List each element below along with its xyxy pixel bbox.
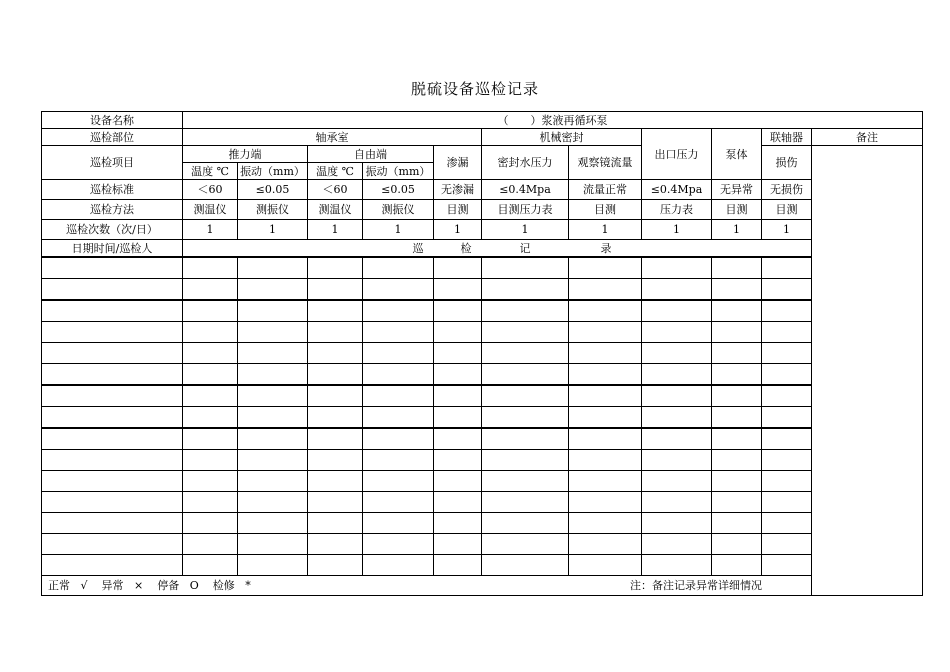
circle-icon: O (189, 579, 199, 592)
record-cell[interactable] (308, 385, 363, 407)
record-cell[interactable] (308, 471, 363, 492)
record-cell[interactable] (363, 322, 434, 343)
item-row-1 (42, 146, 923, 163)
record-cell[interactable] (482, 257, 569, 279)
record-cell[interactable] (712, 555, 762, 576)
record-cell[interactable] (762, 555, 812, 576)
standard-cell: ≤0.05 (363, 180, 434, 200)
notes-column[interactable] (812, 146, 923, 596)
record-char-2: 检 (434, 240, 482, 258)
record-cell[interactable] (762, 428, 812, 450)
cross-icon: × (134, 579, 144, 592)
record-cell[interactable] (642, 385, 712, 407)
outlet-pressure-header: 出口压力 (642, 129, 712, 180)
count-cell: 1 (308, 220, 363, 240)
record-label: 日期时间/巡检人 (42, 240, 183, 258)
count-cell: 1 (238, 220, 308, 240)
record-cell[interactable] (363, 492, 434, 513)
legend-standby-label: 停备 (157, 579, 180, 592)
record-cell[interactable] (308, 428, 363, 450)
record-cell[interactable] (308, 343, 363, 364)
record-cell[interactable] (482, 555, 569, 576)
method-cell: 目测压力表 (482, 200, 569, 220)
record-cell[interactable] (183, 428, 238, 450)
record-cell[interactable] (238, 450, 308, 471)
record-cell[interactable] (569, 343, 642, 364)
record-cell[interactable] (238, 364, 308, 386)
record-cell[interactable] (642, 322, 712, 343)
record-cell[interactable] (642, 513, 712, 534)
record-datetime-cell[interactable] (42, 300, 183, 322)
record-cell[interactable] (434, 555, 482, 576)
record-cell[interactable] (363, 513, 434, 534)
record-cell[interactable] (642, 534, 712, 555)
legend-normal-label: 正常 (48, 579, 70, 592)
record-cell[interactable] (308, 300, 363, 322)
count-cell: 1 (482, 220, 569, 240)
standard-cell: 无损伤 (762, 180, 812, 200)
record-cell[interactable] (238, 257, 308, 279)
record-datetime-cell[interactable] (42, 513, 183, 534)
record-cell[interactable] (238, 300, 308, 322)
record-datetime-cell[interactable] (42, 279, 183, 301)
record-row (42, 407, 923, 429)
part-label: 巡检部位 (42, 129, 183, 146)
count-cell: 1 (363, 220, 434, 240)
thrust-temp-header: 温度 ℃ (183, 163, 238, 180)
record-cell[interactable] (183, 471, 238, 492)
method-label: 巡检方法 (42, 200, 183, 220)
record-cell[interactable] (482, 428, 569, 450)
record-cell[interactable] (238, 279, 308, 301)
record-cell[interactable] (482, 300, 569, 322)
record-cell[interactable] (308, 450, 363, 471)
record-cell[interactable] (308, 555, 363, 576)
count-cell: 1 (434, 220, 482, 240)
record-cell[interactable] (238, 385, 308, 407)
record-cell[interactable] (434, 343, 482, 364)
equipment-row (42, 112, 923, 129)
record-cell[interactable] (642, 555, 712, 576)
damage-header: 损伤 (762, 146, 812, 180)
record-row (42, 492, 923, 513)
standard-cell: ≤0.4Mpa (642, 180, 712, 200)
record-cell[interactable] (308, 322, 363, 343)
count-row (42, 220, 923, 240)
record-cell[interactable] (712, 407, 762, 429)
count-cell: 1 (762, 220, 812, 240)
record-cell[interactable] (308, 513, 363, 534)
record-cell[interactable] (482, 534, 569, 555)
record-cell[interactable] (238, 513, 308, 534)
inspection-table (41, 111, 923, 596)
record-cell[interactable] (569, 300, 642, 322)
record-cell[interactable] (569, 492, 642, 513)
record-datetime-cell[interactable] (42, 364, 183, 386)
count-cell: 1 (642, 220, 712, 240)
sight-glass-flow-header: 观察镜流量 (569, 146, 642, 180)
record-char-4: 录 (569, 240, 812, 258)
record-cell[interactable] (434, 407, 482, 429)
record-cell[interactable] (482, 364, 569, 386)
free-vib-header: 振动（mm） (363, 163, 434, 180)
seal-water-pressure-header: 密封水压力 (482, 146, 569, 180)
record-cell[interactable] (183, 300, 238, 322)
standard-cell: ≤0.05 (238, 180, 308, 200)
record-row (42, 555, 923, 576)
record-cell[interactable] (762, 450, 812, 471)
record-cell[interactable] (642, 492, 712, 513)
record-cell[interactable] (363, 534, 434, 555)
record-cell[interactable] (482, 322, 569, 343)
record-cell[interactable] (569, 257, 642, 279)
record-cell[interactable] (762, 534, 812, 555)
record-row (42, 279, 923, 301)
record-row (42, 343, 923, 364)
part-row (42, 129, 923, 146)
record-cell[interactable] (482, 492, 569, 513)
record-cell[interactable] (642, 450, 712, 471)
equipment-label: 设备名称 (42, 112, 183, 129)
method-cell: 测温仪 (183, 200, 238, 220)
bearing-room-header: 轴承室 (183, 129, 482, 146)
record-cell[interactable] (482, 471, 569, 492)
record-cell[interactable] (183, 555, 238, 576)
record-row (42, 257, 923, 279)
method-cell: 目测 (569, 200, 642, 220)
record-cell[interactable] (712, 300, 762, 322)
record-cell[interactable] (363, 555, 434, 576)
record-cell[interactable] (642, 257, 712, 279)
thrust-vib-header: 振动（mm） (238, 163, 308, 180)
record-cell[interactable] (712, 471, 762, 492)
legend-note: 注：备注记录异常详细情况 (630, 579, 762, 592)
record-cell[interactable] (238, 428, 308, 450)
record-cell[interactable] (183, 343, 238, 364)
record-cell[interactable] (434, 322, 482, 343)
record-cell[interactable] (434, 428, 482, 450)
record-cell[interactable] (183, 407, 238, 429)
method-cell: 测振仪 (363, 200, 434, 220)
record-cell[interactable] (308, 364, 363, 386)
legend-abnormal-label: 异常 (101, 579, 124, 592)
record-cell[interactable] (308, 534, 363, 555)
record-cell[interactable] (434, 450, 482, 471)
item-label: 巡检项目 (42, 146, 183, 180)
record-cell[interactable] (183, 385, 238, 407)
record-datetime-cell[interactable] (42, 534, 183, 555)
record-cell[interactable] (712, 450, 762, 471)
method-cell: 压力表 (642, 200, 712, 220)
pump-body-header: 泵体 (712, 129, 762, 180)
method-cell: 目测 (762, 200, 812, 220)
standard-cell: 无渗漏 (434, 180, 482, 200)
record-cell[interactable] (183, 257, 238, 279)
record-cell[interactable] (434, 279, 482, 301)
record-cell[interactable] (434, 257, 482, 279)
record-row (42, 534, 923, 555)
record-cell[interactable] (569, 407, 642, 429)
legend-row (42, 576, 923, 596)
record-row (42, 450, 923, 471)
record-cell[interactable] (642, 279, 712, 301)
record-cell[interactable] (363, 471, 434, 492)
record-cell[interactable] (363, 450, 434, 471)
record-char-3: 记 (482, 240, 569, 258)
method-cell: 测振仪 (238, 200, 308, 220)
record-cell[interactable] (569, 322, 642, 343)
free-end-header: 自由端 (308, 146, 434, 163)
record-header-row (42, 240, 923, 258)
record-cell[interactable] (363, 407, 434, 429)
record-cell[interactable] (183, 322, 238, 343)
standard-cell: 流量正常 (569, 180, 642, 200)
standard-cell: ≤0.4Mpa (482, 180, 569, 200)
free-temp-header: 温度 ℃ (308, 163, 363, 180)
record-cell[interactable] (363, 257, 434, 279)
standard-cell: ＜60 (183, 180, 238, 200)
record-cell[interactable] (642, 364, 712, 386)
record-cell[interactable] (712, 428, 762, 450)
record-row (42, 322, 923, 343)
record-datetime-cell[interactable] (42, 450, 183, 471)
record-datetime-cell[interactable] (42, 471, 183, 492)
record-datetime-cell[interactable] (42, 322, 183, 343)
method-cell: 测温仪 (308, 200, 363, 220)
record-cell[interactable] (569, 364, 642, 386)
record-cell[interactable] (482, 450, 569, 471)
record-datetime-cell[interactable] (42, 385, 183, 407)
record-cell[interactable] (712, 322, 762, 343)
record-cell[interactable] (569, 555, 642, 576)
record-cell[interactable] (642, 428, 712, 450)
standard-row (42, 180, 923, 200)
record-char-1: 巡 (183, 240, 434, 258)
page-title: 脱硫设备巡检记录 (410, 80, 539, 98)
record-cell[interactable] (762, 343, 812, 364)
record-cell[interactable] (363, 343, 434, 364)
record-cell[interactable] (482, 407, 569, 429)
record-row (42, 385, 923, 407)
record-cell[interactable] (712, 279, 762, 301)
record-cell[interactable] (363, 279, 434, 301)
legend (42, 576, 923, 596)
record-cell[interactable] (569, 279, 642, 301)
record-datetime-cell[interactable] (42, 407, 183, 429)
method-row (42, 200, 923, 220)
asterisk-icon: * (245, 579, 251, 592)
record-cell[interactable] (482, 513, 569, 534)
record-cell[interactable] (434, 300, 482, 322)
record-cell[interactable] (569, 534, 642, 555)
record-cell[interactable] (762, 257, 812, 279)
record-cell[interactable] (712, 385, 762, 407)
record-cell[interactable] (183, 492, 238, 513)
record-datetime-cell[interactable] (42, 257, 183, 279)
record-cell[interactable] (434, 385, 482, 407)
record-cell[interactable] (482, 385, 569, 407)
record-cell[interactable] (238, 343, 308, 364)
record-cell[interactable] (238, 492, 308, 513)
checkmark-icon: √ (80, 579, 88, 592)
record-cell[interactable] (642, 343, 712, 364)
record-datetime-cell[interactable] (42, 492, 183, 513)
record-cell[interactable] (434, 364, 482, 386)
record-cell[interactable] (434, 492, 482, 513)
record-row (42, 428, 923, 450)
record-cell[interactable] (712, 534, 762, 555)
record-row (42, 300, 923, 322)
record-cell[interactable] (238, 322, 308, 343)
legend-repair-label: 检修 (212, 579, 235, 592)
record-cell[interactable] (712, 492, 762, 513)
record-cell[interactable] (183, 450, 238, 471)
record-cell[interactable] (642, 471, 712, 492)
record-row (42, 513, 923, 534)
record-cell[interactable] (363, 300, 434, 322)
record-datetime-cell[interactable] (42, 343, 183, 364)
record-cell[interactable] (434, 471, 482, 492)
record-cell[interactable] (762, 492, 812, 513)
count-cell: 1 (569, 220, 642, 240)
record-cell[interactable] (569, 471, 642, 492)
record-cell[interactable] (762, 385, 812, 407)
record-cell[interactable] (238, 534, 308, 555)
standard-label: 巡检标准 (42, 180, 183, 200)
record-cell[interactable] (183, 279, 238, 301)
record-datetime-cell[interactable] (42, 555, 183, 576)
record-cell[interactable] (363, 385, 434, 407)
record-cell[interactable] (642, 300, 712, 322)
record-cell[interactable] (569, 450, 642, 471)
mech-seal-header: 机械密封 (482, 129, 642, 146)
leak-header: 渗漏 (434, 146, 482, 180)
record-cell[interactable] (642, 407, 712, 429)
record-cell[interactable] (569, 513, 642, 534)
record-datetime-cell[interactable] (42, 428, 183, 450)
record-cell[interactable] (183, 513, 238, 534)
notes-header: 备注 (812, 129, 923, 146)
standard-cell: ＜60 (308, 180, 363, 200)
legend-symbols (48, 580, 251, 591)
record-cell[interactable] (238, 407, 308, 429)
record-cell[interactable] (712, 513, 762, 534)
record-cell[interactable] (434, 534, 482, 555)
record-cell[interactable] (762, 364, 812, 386)
record-cell[interactable] (308, 407, 363, 429)
record-cell[interactable] (238, 471, 308, 492)
count-label: 巡检次数（次/日） (42, 220, 183, 240)
coupling-header: 联轴器 (762, 129, 812, 146)
record-cell[interactable] (434, 513, 482, 534)
record-cell[interactable] (482, 279, 569, 301)
record-cell[interactable] (183, 534, 238, 555)
equipment-name-field[interactable]: （ ）浆液再循环泵 (183, 112, 923, 129)
record-cell[interactable] (183, 364, 238, 386)
record-cell[interactable] (482, 343, 569, 364)
method-cell: 目测 (434, 200, 482, 220)
record-cell[interactable] (762, 300, 812, 322)
record-cell[interactable] (762, 322, 812, 343)
record-row (42, 471, 923, 492)
count-cell: 1 (712, 220, 762, 240)
record-cell[interactable] (762, 407, 812, 429)
record-cell[interactable] (712, 343, 762, 364)
count-cell: 1 (183, 220, 238, 240)
record-cell[interactable] (363, 428, 434, 450)
record-cell[interactable] (762, 471, 812, 492)
record-cell[interactable] (308, 279, 363, 301)
record-cell[interactable] (762, 513, 812, 534)
record-cell[interactable] (569, 428, 642, 450)
thrust-end-header: 推力端 (183, 146, 308, 163)
method-cell: 目测 (712, 200, 762, 220)
standard-cell: 无异常 (712, 180, 762, 200)
record-cell[interactable] (363, 364, 434, 386)
record-cell[interactable] (308, 257, 363, 279)
record-cell[interactable] (569, 385, 642, 407)
record-cell[interactable] (712, 257, 762, 279)
record-cell[interactable] (712, 364, 762, 386)
record-cell[interactable] (238, 555, 308, 576)
record-cell[interactable] (308, 492, 363, 513)
record-row (42, 364, 923, 386)
record-cell[interactable] (762, 279, 812, 301)
